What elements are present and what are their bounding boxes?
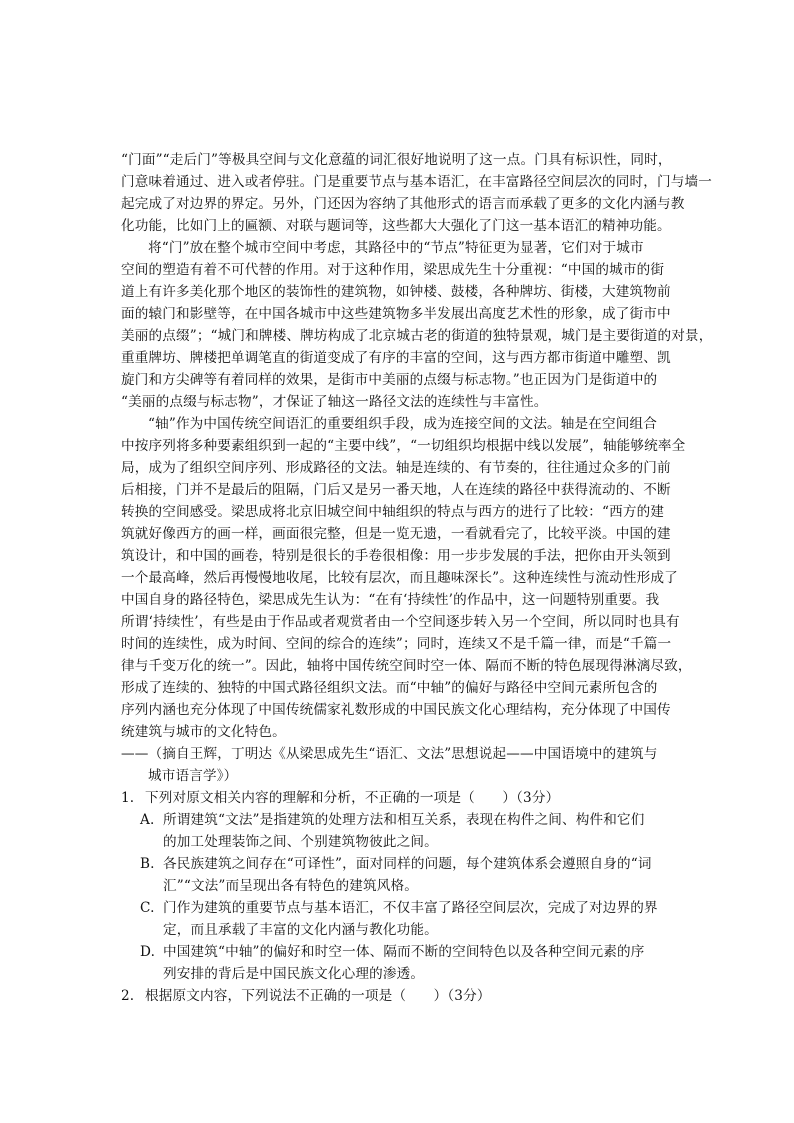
passage-line: 将“门”放在整个城市空间中考虑，其路径中的“节点”特征更为显著，它们对于城市 — [148, 240, 644, 256]
option-text: 各民族建筑之间存在“可译性”，面对同样的问题，每个建筑体系会遵照自身的“词 — [163, 856, 652, 872]
passage-line: 转换的空间感受。梁思成将北京旧城空间中轴组织的特点与西方的进行了比较：“西方的建 — [121, 504, 665, 520]
passage-line: 空间的塑造有着不可代替的作用。对于这种作用，梁思成先生十分重视：“中国的城市的街 — [121, 262, 665, 278]
passage-line: 时间的连续性，成为时间、空间的综合的连续”；同时，连续又不是千篇一律，而是“千篇一 — [121, 636, 672, 652]
passage-line: 所谓‘持续性’，有些是由于作品或者观赏者由一个空间逐步转入另一个空间，所以同时也具有 — [121, 614, 680, 630]
passage-line: 美丽的点缀”；“城门和牌楼、牌坊构成了北京城古老的街道的独特景观，城门是主要街道的对景， — [121, 328, 713, 344]
passage-line: 形成了连续的、独特的中国式路径组织文法。而“中轴”的偏好与路径中空间元素所包含的 — [121, 680, 658, 696]
source-citation: ——（摘自王辉，丁明达《从梁思成先生“语汇、文法”思想说起——中国语境中的建筑与 — [121, 746, 658, 762]
passage-line: 面的辕门和影壁等，在中国各城市中这些建筑物多半发展出高度艺术性的形象，成了街市中 — [121, 306, 671, 322]
option-c — [140, 898, 658, 918]
passage-line: 一个最高峰，然后再慢慢地收尾，比较有层次，而且趣味深长”。这种连续性与流动性形成了 — [121, 570, 678, 586]
question-number: 1. — [121, 790, 135, 806]
passage-line: 道上有许多美化那个地区的装饰性的建筑物，如钟楼、鼓楼，各种牌坊、街楼，大建筑物前 — [121, 284, 671, 300]
passage-line: 旋门和方尖碑等有着同样的效果，是街市中美丽的点缀与标志物。”也正因为门是街道中的 — [121, 372, 658, 388]
passage-line: 序列内涵也充分体现了中国传统儒家礼数形成的中国民族文化心理结构，充分体现了中国传 — [121, 702, 671, 718]
option-text: 门作为建筑的重要节点与基本语汇，不仅丰富了路径空间层次，完成了对边界的界 — [163, 900, 658, 916]
passage-line: 筑设计，和中国的画卷，特别是很长的手卷很相像：用一步步发展的手法，把你由开头领到 — [121, 548, 671, 564]
option-label: C. — [140, 900, 155, 916]
question-text: 下列对原文相关内容的理解和分析，不正确的一项是（ ）（3分） — [145, 790, 560, 806]
passage-line: 门意味着通过、进入或者停驻。门是重要节点与基本语汇，在丰富路径空间层次的同时，门与墙一 — [121, 174, 712, 190]
option-text: 中国建筑“中轴”的偏好和时空一体、隔而不断的空间特色以及各种空间元素的序 — [163, 944, 645, 960]
option-label: B. — [140, 856, 155, 872]
passage-line: “美丽的点缀与标志物”，才保证了轴这一路径文法的连续性与丰富性。 — [121, 394, 548, 410]
passage-line: 化功能，比如门上的匾额、对联与题词等，这些都大大强化了门这一基本语汇的精神功能。 — [121, 218, 671, 234]
question-1-stem — [121, 788, 559, 808]
passage-line: 统建筑与城市的文化特色。 — [121, 724, 286, 740]
passage-line: 中国自身的路径特色，梁思成先生认为：“在有‘持续性’的作品中，这一问题特别重要。我 — [121, 592, 660, 608]
question-text: 根据原文内容，下列说法不正确的一项是（ ）（3分） — [145, 988, 491, 1004]
option-d — [140, 942, 644, 962]
option-b — [140, 854, 652, 874]
passage-line: “轴”作为中国传统空间语汇的重要组织手段，成为连接空间的文法。轴是在空间组合 — [148, 416, 657, 432]
option-label: A. — [140, 812, 155, 828]
option-a — [140, 810, 644, 830]
passage-line: 起完成了对边界的界定。另外，门还因为容纳了其他形式的语言而承载了更多的文化内涵与教 — [121, 196, 685, 212]
passage-line: 律与千变万化的统一”。因此，轴将中国传统空间时空一体、隔而不断的特色展现得淋漓尽致， — [121, 658, 692, 674]
passage-line: 筑就好像西方的画一样，画面很完整，但是一览无遗，一看就看完了，比较平淡。中国的建 — [121, 526, 671, 542]
passage-line: 后相接，门并不是最后的阻隔，门后又是另一番天地，人在连续的路径中获得流动的、不断 — [121, 482, 671, 498]
passage-line: “门面”“走后门”等极具空间与文化意蕴的词汇很好地说明了这一点。门具有标识性，同时， — [121, 152, 672, 168]
option-b-continued: 汇”“文法”而呈现出各有特色的建筑风格。 — [163, 878, 418, 894]
question-number: 2. — [121, 988, 135, 1004]
source-citation: 城市语言学》） — [148, 768, 238, 784]
option-label: D. — [140, 944, 156, 960]
question-2-stem — [121, 986, 491, 1006]
passage-line: 中按序列将多种要素组织到一起的“主要中线”，“一切组织均根据中线以发展”，轴能够统率全 — [121, 438, 686, 454]
option-text: 所谓建筑“文法”是指建筑的处理方法和相互关系，表现在构件之间、构件和它们 — [163, 812, 645, 828]
passage-line: 重重牌坊、牌楼把单调笔直的街道变成了有序的丰富的空间，这与西方都市街道中雕塑、凯 — [121, 350, 671, 366]
option-c-continued: 定，而且承载了丰富的文化内涵与教化功能。 — [163, 922, 438, 938]
option-a-continued: 的加工处理装饰之间、个别建筑物彼此之间。 — [163, 834, 438, 850]
passage-line: 局，成为了组织空间序列、形成路径的文法。轴是连续的、有节奏的，往往通过众多的门前 — [121, 460, 671, 476]
option-d-continued: 列安排的背后是中国民族文化心理的渗透。 — [163, 966, 425, 982]
